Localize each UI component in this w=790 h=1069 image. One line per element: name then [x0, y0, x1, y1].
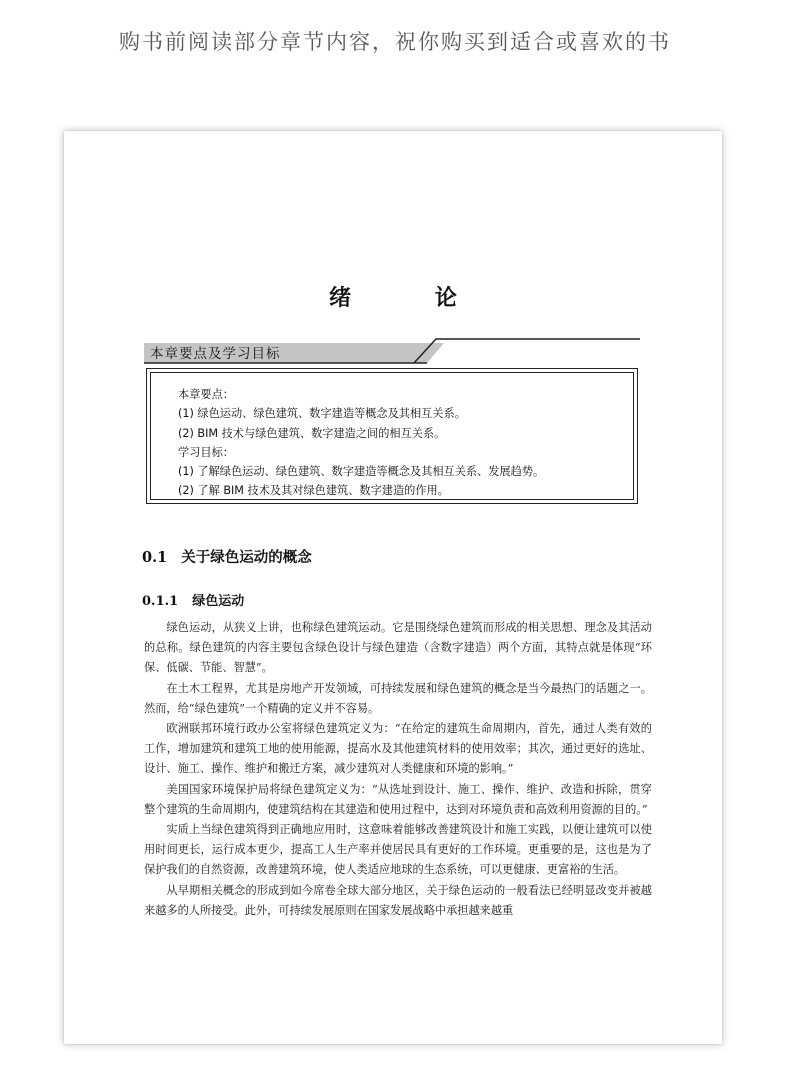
subsection-number: 0.1.1	[142, 594, 179, 609]
objectives-line: (2) BIM 技术与绿色建筑、数字建造之间的相互关系。	[178, 426, 446, 440]
subsection-heading	[142, 590, 244, 609]
preview-banner: 购书前阅读部分章节内容，祝你购买到适合或喜欢的书	[119, 30, 671, 54]
objectives-box-inner	[150, 372, 634, 500]
section-title: 关于绿色运动的概念	[181, 550, 312, 566]
paragraph: 实质上当绿色建筑得到正确地应用时，这意味着能够改善建筑设计和施工实践，以便让建筑可以使用时间更长，运行成本更少，提高工人生产率并使居民具有更好的工作环境。更重要的是，这也是为了保护我们的自然资源，改善建筑环境，使人类适应地球的生态系统，可以更健康、更富裕的生活。	[144, 823, 652, 877]
chapter-title: 绪 论	[329, 286, 495, 311]
paragraph: 在土木工程界，尤其是房地产开发领域，可持续发展和绿色建筑的概念是当今最热门的话题之一。然而，给“绿色建筑”一个精确的定义并不容易。	[144, 681, 652, 715]
section-heading	[142, 546, 312, 567]
paragraph: 从早期相关概念的形成到如今席卷全球大部分地区，关于绿色运动的一般看法已经明显改变并被越来越多的人所接受。此外，可持续发展原则在国家发展战略中承担越来越重	[144, 883, 652, 917]
paragraph: 绿色运动，从狭义上讲，也称绿色建筑运动。它是围绕绿色建筑而形成的相关思想、理念及其活动的总称。绿色建筑的内容主要包含绿色设计与绿色建造（含数字建造）两个方面，其特点就是体现“环保、低碳、节能、智慧”。	[144, 621, 652, 675]
objectives-banner	[144, 337, 640, 365]
objectives-line: (2) 了解 BIM 技术及其对绿色建筑、数字建造的作用。	[178, 484, 449, 498]
section-number: 0.1	[142, 549, 168, 566]
objectives-line: 本章要点：	[178, 388, 234, 401]
objectives-box	[146, 368, 638, 504]
paragraph: 欧洲联邦环境行政办公室将绿色建筑定义为：“在给定的建筑生命周期内，首先，通过人类有效的工作，增加建筑和建筑工地的使用能源，提高水及其他建筑材料的使用效率；其次，通过更好的选址、设计、施工、操作、维护和搬迁方案，减少建筑对人类健康和环境的影响。”	[144, 722, 652, 776]
body-text	[144, 618, 652, 921]
paragraph: 美国国家环境保护局将绿色建筑定义为：“从选址到设计、施工、操作、维护、改造和拆除，贯穿整个建筑的生命周期内，使建筑结构在其建造和使用过程中，达到对环境负责和高效利用资源的目的。”	[144, 782, 652, 816]
objectives-line: (1) 了解绿色运动、绿色建筑、数字建造等概念及其相互关系、发展趋势。	[178, 465, 545, 479]
book-page	[64, 131, 722, 1044]
objectives-line: (1) 绿色运动、绿色建筑、数字建造等概念及其相互关系。	[178, 407, 466, 421]
subsection-title: 绿色运动	[192, 594, 245, 609]
objectives-line: 学习目标：	[178, 445, 234, 459]
objectives-banner-label: 本章要点及学习目标	[150, 346, 281, 362]
